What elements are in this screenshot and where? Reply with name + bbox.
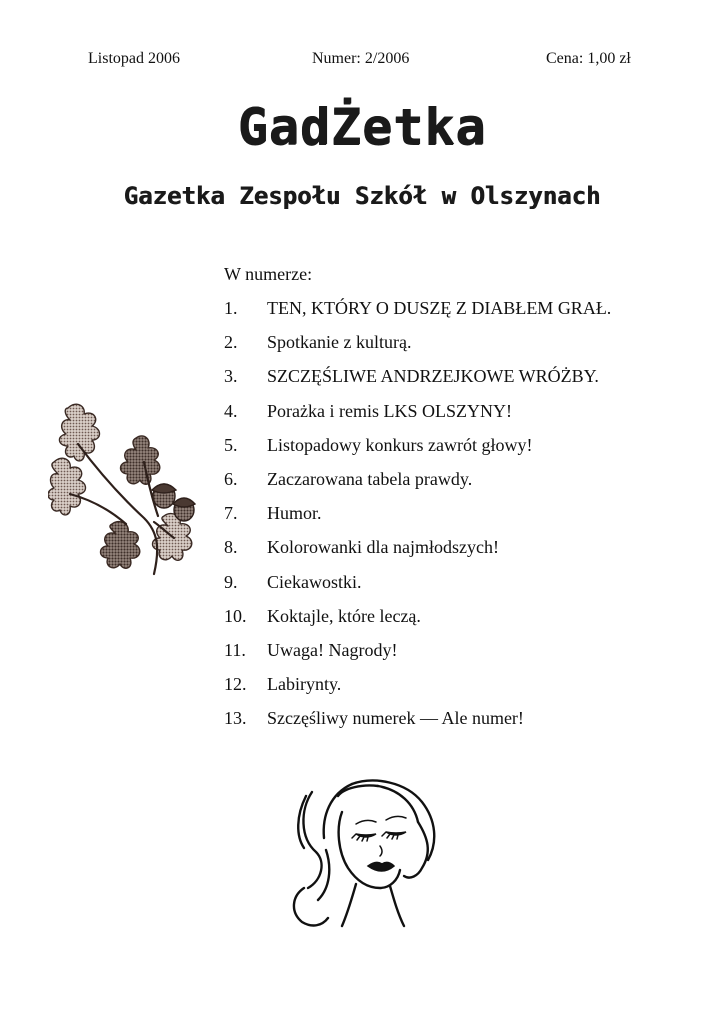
- toc-item-number: 8.: [224, 537, 238, 558]
- toc-item-title: Szczęśliwy numerek — Ale numer!: [267, 708, 524, 729]
- toc-item-title: Porażka i remis LKS OLSZYNY!: [267, 400, 512, 421]
- toc-item: [224, 330, 684, 364]
- toc-item: [224, 399, 684, 433]
- woman-face-icon: [282, 776, 442, 930]
- toc-item-title: Uwaga! Nagrody!: [267, 639, 398, 660]
- toc-item-number: 6.: [224, 468, 238, 489]
- toc-item: [224, 296, 684, 330]
- toc-item: [224, 706, 684, 740]
- toc-item-title: SZCZĘŚLIWE ANDRZEJKOWE WRÓŻBY.: [267, 366, 599, 387]
- toc-item-title: Kolorowanki dla najmłodszych!: [267, 537, 499, 558]
- toc-item-number: 4.: [224, 400, 238, 421]
- toc-item-number: 12.: [224, 674, 247, 695]
- toc-item: [224, 501, 684, 535]
- toc-item-title: Zaczarowana tabela prawdy.: [267, 468, 473, 489]
- issue-header: [0, 50, 724, 74]
- issue-price: Cena: 1,00 zł: [546, 50, 631, 67]
- toc-item-number: 2.: [224, 332, 238, 353]
- table-of-contents: [224, 262, 684, 740]
- oak-leaves-acorn-icon: [48, 398, 214, 588]
- toc-item: [224, 570, 684, 604]
- toc-item-number: 10.: [224, 605, 247, 626]
- newspaper-title: GadŻetka: [237, 98, 487, 156]
- toc-heading: W numerze:: [224, 264, 313, 284]
- toc-item-number: 13.: [224, 708, 247, 729]
- toc-item: [224, 672, 684, 706]
- toc-item-number: 7.: [224, 503, 238, 524]
- toc-item-number: 11.: [224, 639, 246, 660]
- toc-item-number: 3.: [224, 366, 238, 387]
- toc-item: [224, 467, 684, 501]
- toc-item-title: TEN, KTÓRY O DUSZĘ Z DIABŁEM GRAŁ.: [267, 298, 612, 318]
- toc-item: [224, 604, 684, 638]
- toc-item: [224, 364, 684, 398]
- toc-item: [224, 535, 684, 569]
- toc-item: [224, 638, 684, 672]
- issue-date: Listopad 2006: [88, 50, 180, 67]
- toc-item-title: Spotkanie z kulturą.: [267, 332, 412, 353]
- issue-number: Numer: 2/2006: [312, 50, 410, 67]
- toc-item-title: Listopadowy konkurs zawrót głowy!: [267, 434, 533, 455]
- newspaper-subtitle: Gazetka Zespołu Szkół w Olszynach: [123, 182, 601, 210]
- toc-item-title: Labirynty.: [267, 674, 342, 695]
- toc-item: [224, 433, 684, 467]
- toc-item-title: Koktajle, które leczą.: [267, 605, 421, 626]
- toc-item-number: 1.: [224, 298, 238, 318]
- toc-item-number: 9.: [224, 571, 238, 592]
- toc-item-number: 5.: [224, 434, 238, 455]
- toc-item-title: Humor.: [267, 503, 322, 524]
- toc-item-title: Ciekawostki.: [267, 571, 362, 592]
